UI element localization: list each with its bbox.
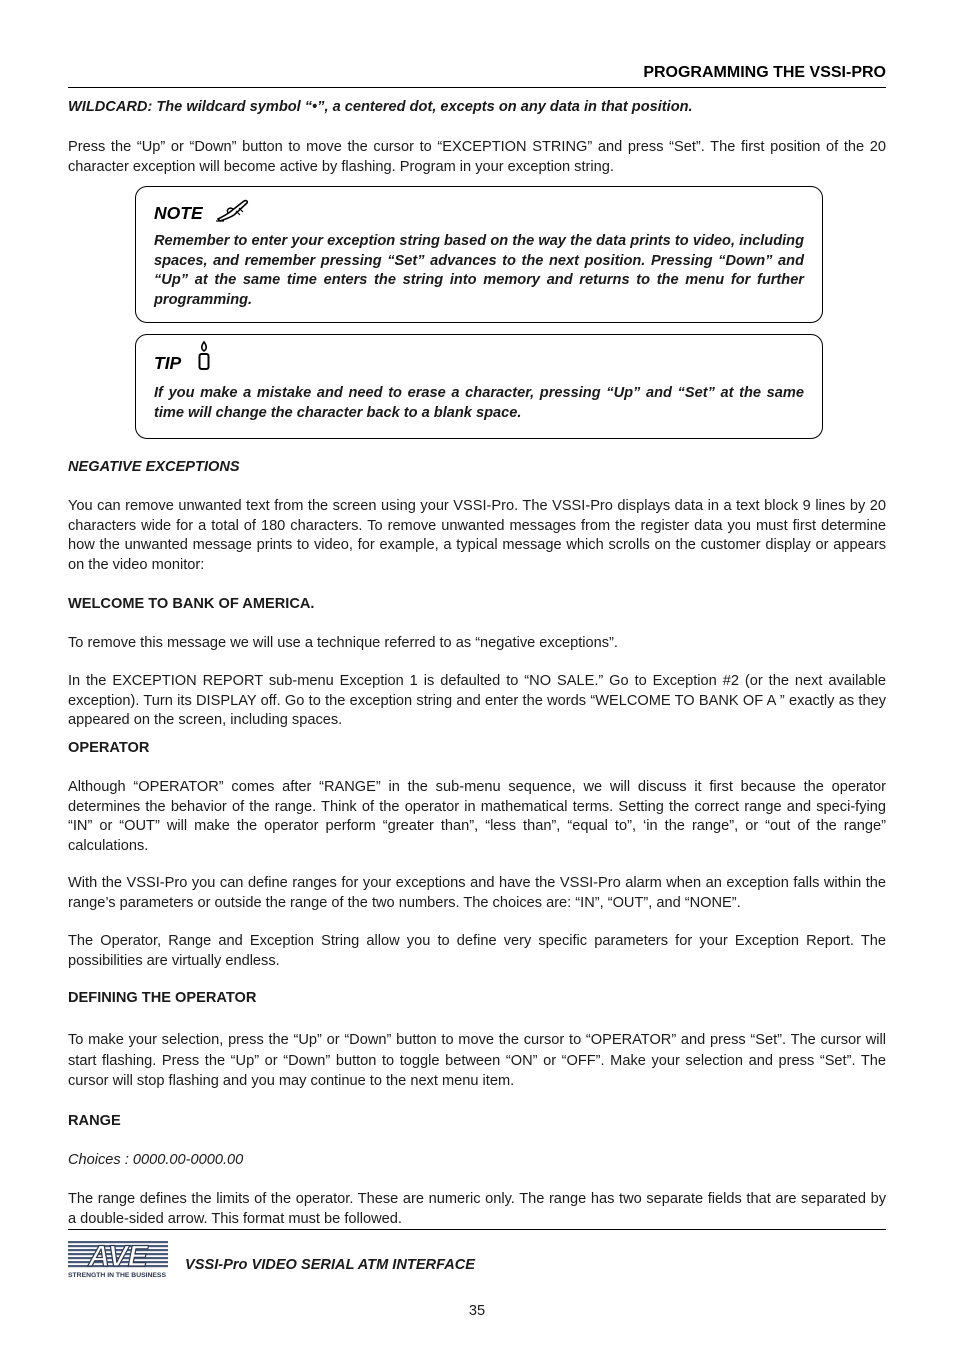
negative-exceptions-technique: To remove this message we will use a technique referred to as “negative exceptions”. <box>68 635 618 651</box>
header-divider <box>68 87 886 88</box>
footer-divider <box>68 1229 886 1230</box>
tip-title: TIP <box>154 353 182 373</box>
tip-body: If you make a mistake and need to erase a character, pressing “Up” and “Set” at the same time will change the character back to a blank space. <box>154 385 804 421</box>
note-box <box>135 186 823 323</box>
range-choices: Choices : 0000.00-0000.00 <box>68 1152 244 1168</box>
page-header-title: PROGRAMMING THE VSSI-PRO <box>643 64 886 81</box>
operator-paragraph-1: Although “OPERATOR” comes after “RANGE” in the sub-menu sequence, we will discuss it first because the operator determines the behavior of the range. Think of the operator in mathematical terms. Setting the correct range and speci-fying “IN” or “OUT” will make the operator perform “greater than”, “less than”, “equal to”, ‘in the range”, or “out of the range” calculations. <box>68 779 886 854</box>
logo-wordmark: AVE <box>88 1240 148 1273</box>
note-body: Remember to enter your exception string based on the way the data prints to video, including spaces, and remember pressing “Set” advances to the next position. Pressing “Down” and “Up” at the same time enters the string into memory and returns to the menu for further programming. <box>154 233 804 308</box>
intro-paragraph: Press the “Up” or “Down” button to move the cursor to “EXCEPTION STRING” and press “Set”. The first position of the 20 character exception will become active by flashing. Program in your exception string. <box>68 139 886 175</box>
wildcard-note: WILDCARD: The wildcard symbol “•”, a centered dot, excepts on any data in that position. <box>68 99 693 115</box>
logo-tagline: STRENGTH IN THE BUSINESS <box>68 1273 166 1279</box>
defining-operator-paragraph: To make your selection, press the “Up” or “Down” button to move the cursor to “OPERATOR” and press “Set”. The cursor will start flashing. Press the “Up” or “Down” button to toggle between “ON” or “OFF”. Make your selection and press “Set”. The cursor will stop flashing and you may continue to the next menu item. <box>68 1032 886 1089</box>
tip-box <box>135 334 823 439</box>
candle-icon <box>196 340 212 372</box>
footer-title: VSSI-Pro VIDEO SERIAL ATM INTERFACE <box>185 1257 476 1273</box>
negative-exceptions-heading: NEGATIVE EXCEPTIONS <box>68 459 240 475</box>
range-heading: RANGE <box>68 1113 121 1129</box>
range-paragraph: The range defines the limits of the operator. These are numeric only. The range has two separate fields that are separated by a double-sided arrow. This format must be followed. <box>68 1191 886 1227</box>
operator-heading: OPERATOR <box>68 740 150 756</box>
defining-operator-heading: DEFINING THE OPERATOR <box>68 990 257 1006</box>
operator-paragraph-3: The Operator, Range and Exception String allow you to define very specific parameters for your Exception Report. The possibilities are virtually endless. <box>68 933 886 969</box>
negative-exceptions-paragraph: You can remove unwanted text from the screen using your VSSI-Pro. The VSSI-Pro displays data in a text block 9 lines by 20 characters wide for a total of 180 characters. To remove unwanted messages from the register data you must first determine how the unwanted message prints to video, for example, a typical message which scrolls on the customer display or appears on the video monitor: <box>68 498 886 573</box>
operator-paragraph-2: With the VSSI-Pro you can define ranges for your exceptions and have the VSSI-Pro alarm when an exception falls within the range’s parameters or outside the range of the two numbers. The choices are: “IN”, “OUT”, and “NONE”. <box>68 875 886 911</box>
ave-logo <box>68 1237 168 1279</box>
exception-report-paragraph: In the EXCEPTION REPORT sub-menu Exception 1 is defaulted to “NO SALE.” Go to Exception #2 (or the next available exception). Turn its DISPLAY off. Go to the exception string and enter the words “WELCOME TO BANK OF A ” exactly as they appeared on the screen, including spaces. <box>68 673 886 728</box>
example-message: WELCOME TO BANK OF AMERICA. <box>68 596 315 612</box>
note-title: NOTE <box>154 203 203 223</box>
page-number: 35 <box>468 1303 486 1319</box>
writing-hand-icon <box>214 197 254 223</box>
